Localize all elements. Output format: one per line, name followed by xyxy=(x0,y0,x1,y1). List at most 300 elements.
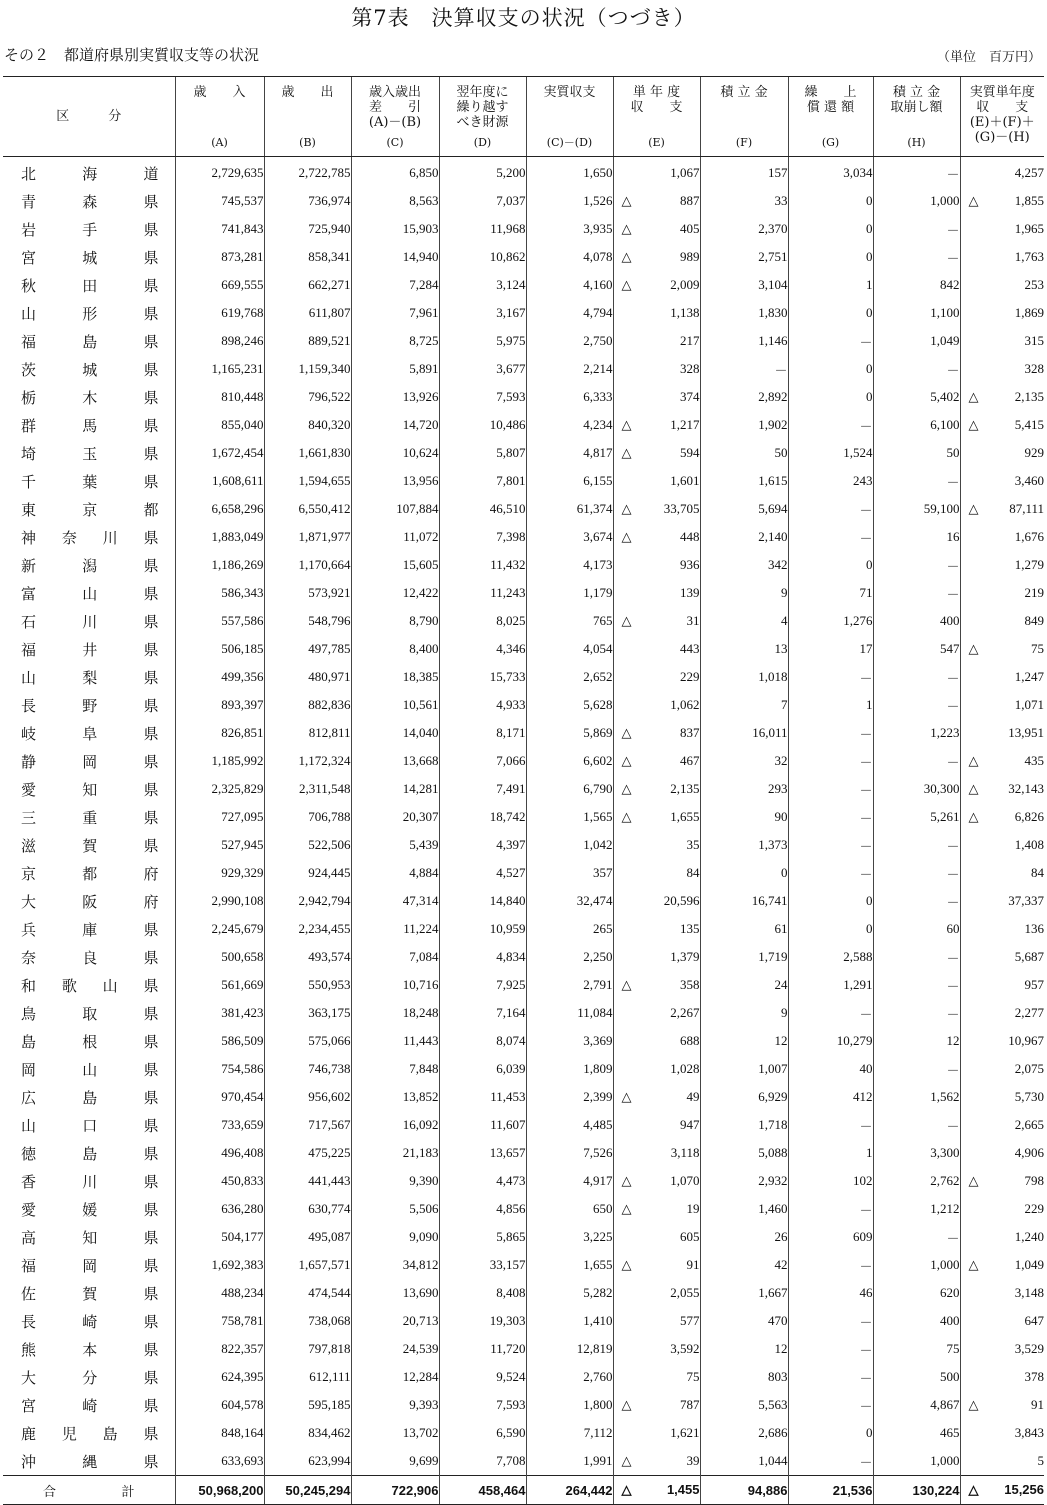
header-sublabel: (H) xyxy=(907,136,926,149)
table-cell: 37,337 xyxy=(960,887,1044,915)
table-cell: 1,809 xyxy=(526,1055,613,1083)
table-cell: 2,370 xyxy=(700,215,788,243)
table-cell: 33,157 xyxy=(439,1251,526,1279)
table-cell: 1,562 xyxy=(873,1083,960,1111)
row-label: 千 葉 県 xyxy=(21,472,159,491)
header-col-6 xyxy=(613,77,700,157)
table-cell: 42 xyxy=(700,1251,788,1279)
header-kubun: 区 分 xyxy=(3,77,175,157)
table-cell: 810,448 xyxy=(175,383,264,411)
table-cell: 2,942,794 xyxy=(264,887,351,915)
table-cell: 12,284 xyxy=(351,1363,439,1391)
table-cell: △ 75 xyxy=(960,635,1044,663)
table-cell: 21,536 xyxy=(788,1476,873,1505)
table-cell: 13,852 xyxy=(351,1083,439,1111)
table-cell: － xyxy=(788,411,873,439)
table-cell: 5,563 xyxy=(700,1391,788,1419)
table-cell: 2,729,635 xyxy=(175,157,264,188)
row-label: 秋 田 県 xyxy=(21,276,159,295)
row-label: 滋 賀 県 xyxy=(21,836,159,855)
row-label: 福 井 県 xyxy=(21,640,159,659)
table-cell: 4,817 xyxy=(526,439,613,467)
row-label: 群 馬 県 xyxy=(21,416,159,435)
table-row xyxy=(3,1307,1044,1335)
negative-triangle-icon: △ xyxy=(621,445,632,460)
header-col-7 xyxy=(700,77,788,157)
table-cell: 1,044 xyxy=(700,1447,788,1476)
row-label: 大 阪 府 xyxy=(21,892,159,911)
table-cell: 6,590 xyxy=(439,1419,526,1447)
table-cell: 557,586 xyxy=(175,607,264,635)
table-cell: 803 xyxy=(700,1363,788,1391)
table-cell: △ 594 xyxy=(613,439,700,467)
table-cell: 0 xyxy=(788,299,873,327)
table-cell: 2,791 xyxy=(526,971,613,999)
table-cell: 13,690 xyxy=(351,1279,439,1307)
table-cell: 3,935 xyxy=(526,215,613,243)
table-cell: 315 xyxy=(960,327,1044,355)
header-col-8 xyxy=(788,77,873,157)
negative-triangle-icon: △ xyxy=(621,1173,632,1188)
table-cell: 13,951 xyxy=(960,719,1044,747)
row-label: 兵 庫 県 xyxy=(21,920,159,939)
header-sublabel: (G) xyxy=(821,136,840,149)
table-cell: 2,250 xyxy=(526,943,613,971)
table-cell: 1,172,324 xyxy=(264,747,351,775)
table-cell: 4,346 xyxy=(439,635,526,663)
table-cell: 2,399 xyxy=(526,1083,613,1111)
table-cell: 4 xyxy=(700,607,788,635)
table-cell: 0 xyxy=(788,1419,873,1447)
row-label: 岡 山 県 xyxy=(21,1060,159,1079)
table-cell: 1,000 xyxy=(873,1251,960,1279)
table-cell: 5,402 xyxy=(873,383,960,411)
table-cell: 5,506 xyxy=(351,1195,439,1223)
table-cell: 60 xyxy=(873,915,960,943)
table-cell: △ 2,009 xyxy=(613,271,700,299)
table-cell: 253 xyxy=(960,271,1044,299)
table-row xyxy=(3,355,1044,383)
table-cell: 522,506 xyxy=(264,831,351,859)
table-cell: 71 xyxy=(788,579,873,607)
header-label: 繰 上 償 還 額 xyxy=(804,85,857,115)
table-cell: 4,473 xyxy=(439,1167,526,1195)
table-row xyxy=(3,1195,1044,1223)
table-cell: △ 19 xyxy=(613,1195,700,1223)
table-cell: 2,325,829 xyxy=(175,775,264,803)
table-cell: 633,693 xyxy=(175,1447,264,1476)
header-label: 単 年 度 収 支 xyxy=(630,85,683,115)
table-cell: 10,279 xyxy=(788,1027,873,1055)
table-cell: － xyxy=(788,1363,873,1391)
table-cell: 636,280 xyxy=(175,1195,264,1223)
table-cell: 480,971 xyxy=(264,663,351,691)
table-cell: 812,811 xyxy=(264,719,351,747)
table-cell: 754,586 xyxy=(175,1055,264,1083)
table-cell: 11,084 xyxy=(526,999,613,1027)
table-row xyxy=(3,859,1044,887)
table-cell: 2,075 xyxy=(960,1055,1044,1083)
table-cell: 8,074 xyxy=(439,1027,526,1055)
table-cell: 8,408 xyxy=(439,1279,526,1307)
table-cell: 882,836 xyxy=(264,691,351,719)
table-cell: 0 xyxy=(788,187,873,215)
row-label: 栃 木 県 xyxy=(21,388,159,407)
table-cell: 3,460 xyxy=(960,467,1044,495)
table-cell: 2,140 xyxy=(700,523,788,551)
table-cell: 139 xyxy=(613,579,700,607)
table-cell: 15,605 xyxy=(351,551,439,579)
table-row xyxy=(3,1167,1044,1195)
table-cell: 107,884 xyxy=(351,495,439,523)
table-cell: 15,903 xyxy=(351,215,439,243)
table-row xyxy=(3,411,1044,439)
table-cell: 12 xyxy=(700,1027,788,1055)
table-row xyxy=(3,439,1044,467)
table-cell: － xyxy=(788,327,873,355)
table-cell: 5,975 xyxy=(439,327,526,355)
table-cell: 5,730 xyxy=(960,1083,1044,1111)
table-cell: － xyxy=(700,355,788,383)
row-label: 山 口 県 xyxy=(21,1116,159,1135)
table-cell: － xyxy=(873,579,960,607)
table-cell: 2,055 xyxy=(613,1279,700,1307)
table-cell: 1,379 xyxy=(613,943,700,971)
table-cell: 5,282 xyxy=(526,1279,613,1307)
table-cell: 9,390 xyxy=(351,1167,439,1195)
table-cell: 970,454 xyxy=(175,1083,264,1111)
table-cell: 12 xyxy=(873,1027,960,1055)
table-row xyxy=(3,215,1044,243)
table-row xyxy=(3,1055,1044,1083)
table-cell: 5,869 xyxy=(526,719,613,747)
row-label: 茨 城 県 xyxy=(21,360,159,379)
table-cell: 1,000 xyxy=(873,187,960,215)
table-cell: 1,692,383 xyxy=(175,1251,264,1279)
table-cell: △ 87,111 xyxy=(960,495,1044,523)
table-cell: 1,212 xyxy=(873,1195,960,1223)
table-cell: 75 xyxy=(613,1363,700,1391)
row-label: 広 島 県 xyxy=(21,1088,159,1107)
header-label: 積 立 金 xyxy=(720,85,768,100)
row-label: 山 梨 県 xyxy=(21,668,159,687)
table-cell: 14,720 xyxy=(351,411,439,439)
table-row xyxy=(3,1251,1044,1279)
table-cell: 84 xyxy=(613,859,700,887)
table-cell: 1,763 xyxy=(960,243,1044,271)
table-cell: 6,155 xyxy=(526,467,613,495)
table-cell: － xyxy=(873,1111,960,1139)
table-cell: 1,650 xyxy=(526,157,613,188)
table-cell: 6,333 xyxy=(526,383,613,411)
table-cell: 1,601 xyxy=(613,467,700,495)
table-cell: 8,725 xyxy=(351,327,439,355)
table-cell: △ 91 xyxy=(960,1391,1044,1419)
table-cell: 1,291 xyxy=(788,971,873,999)
table-cell: 1,991 xyxy=(526,1447,613,1476)
table-cell: － xyxy=(873,747,960,775)
table-cell: 14,040 xyxy=(351,719,439,747)
table-cell: 8,563 xyxy=(351,187,439,215)
row-label: 神 奈 川 県 xyxy=(21,528,159,547)
table-cell: 217 xyxy=(613,327,700,355)
table-cell: 947 xyxy=(613,1111,700,1139)
table-cell: 722,906 xyxy=(351,1476,439,1505)
table-cell: 7,066 xyxy=(439,747,526,775)
negative-triangle-icon: △ xyxy=(621,193,632,208)
table-row xyxy=(3,999,1044,1027)
table-cell: － xyxy=(873,243,960,271)
table-cell: 3,674 xyxy=(526,523,613,551)
table-cell: 611,807 xyxy=(264,299,351,327)
table-cell: 1,594,655 xyxy=(264,467,351,495)
table-cell: 1,608,611 xyxy=(175,467,264,495)
table-cell: 20,307 xyxy=(351,803,439,831)
table-cell: － xyxy=(873,691,960,719)
table-cell: 11,607 xyxy=(439,1111,526,1139)
row-label: 熊 本 県 xyxy=(21,1340,159,1359)
table-cell: 229 xyxy=(613,663,700,691)
table-cell: 1,179 xyxy=(526,579,613,607)
table-cell: 84 xyxy=(960,859,1044,887)
table-cell: △ 6,826 xyxy=(960,803,1044,831)
table-cell: 1,869 xyxy=(960,299,1044,327)
table-cell: － xyxy=(788,831,873,859)
table-cell: 1,718 xyxy=(700,1111,788,1139)
table-cell: 10,486 xyxy=(439,411,526,439)
table-cell: △ 787 xyxy=(613,1391,700,1419)
table-cell: 33 xyxy=(700,187,788,215)
table-cell: 11,443 xyxy=(351,1027,439,1055)
table-cell: 32 xyxy=(700,747,788,775)
table-row xyxy=(3,383,1044,411)
table-cell: 5,891 xyxy=(351,355,439,383)
table-row xyxy=(3,523,1044,551)
table-cell: 1,042 xyxy=(526,831,613,859)
table-cell: 1,902 xyxy=(700,411,788,439)
table-cell: 5,807 xyxy=(439,439,526,467)
table-cell: △ 39 xyxy=(613,1447,700,1476)
table-cell: 822,357 xyxy=(175,1335,264,1363)
table-cell: 1,028 xyxy=(613,1055,700,1083)
table-cell: 7,398 xyxy=(439,523,526,551)
table-row xyxy=(3,495,1044,523)
table-cell: － xyxy=(873,971,960,999)
table-cell: △ 1,070 xyxy=(613,1167,700,1195)
header-label: 歳入歳出 差 引 (A)－(B) xyxy=(368,85,422,130)
table-row xyxy=(3,831,1044,859)
table-row xyxy=(3,551,1044,579)
table-row xyxy=(3,607,1044,635)
table-cell: 2,762 xyxy=(873,1167,960,1195)
table-cell: 7,593 xyxy=(439,383,526,411)
table-cell: 929,329 xyxy=(175,859,264,887)
table-cell: 135 xyxy=(613,915,700,943)
header-label: 実質単年度 収 支 (E)＋(F)＋ (G)－(H) xyxy=(969,85,1035,145)
table-cell: 1,565 xyxy=(526,803,613,831)
table-cell: 8,171 xyxy=(439,719,526,747)
table-cell: 357 xyxy=(526,859,613,887)
table-cell: 2,722,785 xyxy=(264,157,351,188)
table-cell: 936 xyxy=(613,551,700,579)
table-cell: 1,071 xyxy=(960,691,1044,719)
table-cell: 2,665 xyxy=(960,1111,1044,1139)
table-cell: △ 2,135 xyxy=(960,383,1044,411)
table-cell: 1,007 xyxy=(700,1055,788,1083)
table-row xyxy=(3,1447,1044,1476)
row-label: 愛 知 県 xyxy=(21,780,159,799)
table-header xyxy=(3,77,1044,157)
table-cell: 11,453 xyxy=(439,1083,526,1111)
row-label: 石 川 県 xyxy=(21,612,159,631)
negative-triangle-icon: △ xyxy=(621,501,632,516)
table-cell: 4,884 xyxy=(351,859,439,887)
table-cell: － xyxy=(873,887,960,915)
table-cell: 20,713 xyxy=(351,1307,439,1335)
table-cell: 5,694 xyxy=(700,495,788,523)
table-cell: 840,320 xyxy=(264,411,351,439)
header-sublabel: (A) xyxy=(211,136,228,149)
table-cell: 669,555 xyxy=(175,271,264,299)
table-cell: 796,522 xyxy=(264,383,351,411)
table-cell: 7,961 xyxy=(351,299,439,327)
table-cell: 342 xyxy=(700,551,788,579)
table-cell: △ 989 xyxy=(613,243,700,271)
table-cell: 848,164 xyxy=(175,1419,264,1447)
table-cell: － xyxy=(873,355,960,383)
table-cell: 8,400 xyxy=(351,635,439,663)
table-cell: 6,602 xyxy=(526,747,613,775)
table-cell: 3,225 xyxy=(526,1223,613,1251)
table-cell: 733,659 xyxy=(175,1111,264,1139)
table-cell: 11,243 xyxy=(439,579,526,607)
header-col-9 xyxy=(873,77,960,157)
row-label: 静 岡 県 xyxy=(21,752,159,771)
negative-triangle-icon: △ xyxy=(968,1397,979,1412)
row-label: 鹿 児 島 県 xyxy=(21,1424,159,1443)
table-cell: 10,862 xyxy=(439,243,526,271)
table-row xyxy=(3,1391,1044,1419)
table-cell: 5,439 xyxy=(351,831,439,859)
table-cell: 50 xyxy=(700,439,788,467)
table-cell: 8,025 xyxy=(439,607,526,635)
table-cell: 265 xyxy=(526,915,613,943)
table-cell: － xyxy=(788,495,873,523)
table-cell: 3,148 xyxy=(960,1279,1044,1307)
table-cell: 1,460 xyxy=(700,1195,788,1223)
table-row xyxy=(3,579,1044,607)
table-row xyxy=(3,1279,1044,1307)
table-cell: 16,011 xyxy=(700,719,788,747)
table-cell: 547 xyxy=(873,635,960,663)
table-cell: 0 xyxy=(788,551,873,579)
table-cell: 7,801 xyxy=(439,467,526,495)
table-cell: 4,906 xyxy=(960,1139,1044,1167)
table-cell: 7,593 xyxy=(439,1391,526,1419)
table-cell: 475,225 xyxy=(264,1139,351,1167)
table-cell: － xyxy=(788,803,873,831)
table-cell: 548,796 xyxy=(264,607,351,635)
table-cell: 61 xyxy=(700,915,788,943)
table-row xyxy=(3,887,1044,915)
table-cell: 957 xyxy=(960,971,1044,999)
table-cell: － xyxy=(788,1335,873,1363)
table-cell: 24 xyxy=(700,971,788,999)
negative-triangle-icon: △ xyxy=(621,249,632,264)
header-sublabel: (E) xyxy=(648,136,665,149)
table-cell: 7,526 xyxy=(526,1139,613,1167)
table-cell: 619,768 xyxy=(175,299,264,327)
table-cell: 1,000 xyxy=(873,1447,960,1476)
table-cell: 5,628 xyxy=(526,691,613,719)
table-cell: 6,929 xyxy=(700,1083,788,1111)
row-label: 島 根 県 xyxy=(21,1032,159,1051)
table-cell: 14,281 xyxy=(351,775,439,803)
table-cell: － xyxy=(873,999,960,1027)
table-row xyxy=(3,663,1044,691)
table-cell: 647 xyxy=(960,1307,1044,1335)
negative-triangle-icon: △ xyxy=(621,529,632,544)
table-cell: 500 xyxy=(873,1363,960,1391)
table-cell: 605 xyxy=(613,1223,700,1251)
table-cell: 3,369 xyxy=(526,1027,613,1055)
row-label: 鳥 取 県 xyxy=(21,1004,159,1023)
table-cell: 3,677 xyxy=(439,355,526,383)
table-cell: 0 xyxy=(788,383,873,411)
table-cell: 595,185 xyxy=(264,1391,351,1419)
table-cell: 1,657,571 xyxy=(264,1251,351,1279)
table-cell: 624,395 xyxy=(175,1363,264,1391)
table-cell: 575,066 xyxy=(264,1027,351,1055)
table-cell: 7,164 xyxy=(439,999,526,1027)
table-cell: － xyxy=(788,1111,873,1139)
table-cell: 293 xyxy=(700,775,788,803)
table-cell: 662,271 xyxy=(264,271,351,299)
table-cell: △ 837 xyxy=(613,719,700,747)
table-cell: 2,686 xyxy=(700,1419,788,1447)
table-cell: 1,049 xyxy=(873,327,960,355)
table-cell: 9,090 xyxy=(351,1223,439,1251)
table-cell: － xyxy=(873,831,960,859)
table-row xyxy=(3,719,1044,747)
table-cell: 50 xyxy=(873,439,960,467)
table-cell: △ 15,256 xyxy=(960,1476,1044,1505)
table-cell: 4,078 xyxy=(526,243,613,271)
table-cell: 924,445 xyxy=(264,859,351,887)
table-cell: △ 91 xyxy=(613,1251,700,1279)
table-cell: 889,521 xyxy=(264,327,351,355)
table-cell: △ 467 xyxy=(613,747,700,775)
table-cell: 3,529 xyxy=(960,1335,1044,1363)
table-cell: 741,843 xyxy=(175,215,264,243)
row-label: 徳 島 県 xyxy=(21,1144,159,1163)
row-label: 香 川 県 xyxy=(21,1172,159,1191)
negative-triangle-icon: △ xyxy=(968,641,979,656)
table-cell: 10,716 xyxy=(351,971,439,999)
table-cell: 488,234 xyxy=(175,1279,264,1307)
row-label: 北 海 道 xyxy=(21,164,159,183)
table-cell: 573,921 xyxy=(264,579,351,607)
table-cell: 4,917 xyxy=(526,1167,613,1195)
table-cell: 623,994 xyxy=(264,1447,351,1476)
table-row xyxy=(3,1223,1044,1251)
row-label: 富 山 県 xyxy=(21,584,159,603)
table-cell: 495,087 xyxy=(264,1223,351,1251)
table-cell: 1,159,340 xyxy=(264,355,351,383)
table-cell: 7,112 xyxy=(526,1419,613,1447)
table-cell: － xyxy=(788,1307,873,1335)
negative-triangle-icon: △ xyxy=(621,1397,632,1412)
